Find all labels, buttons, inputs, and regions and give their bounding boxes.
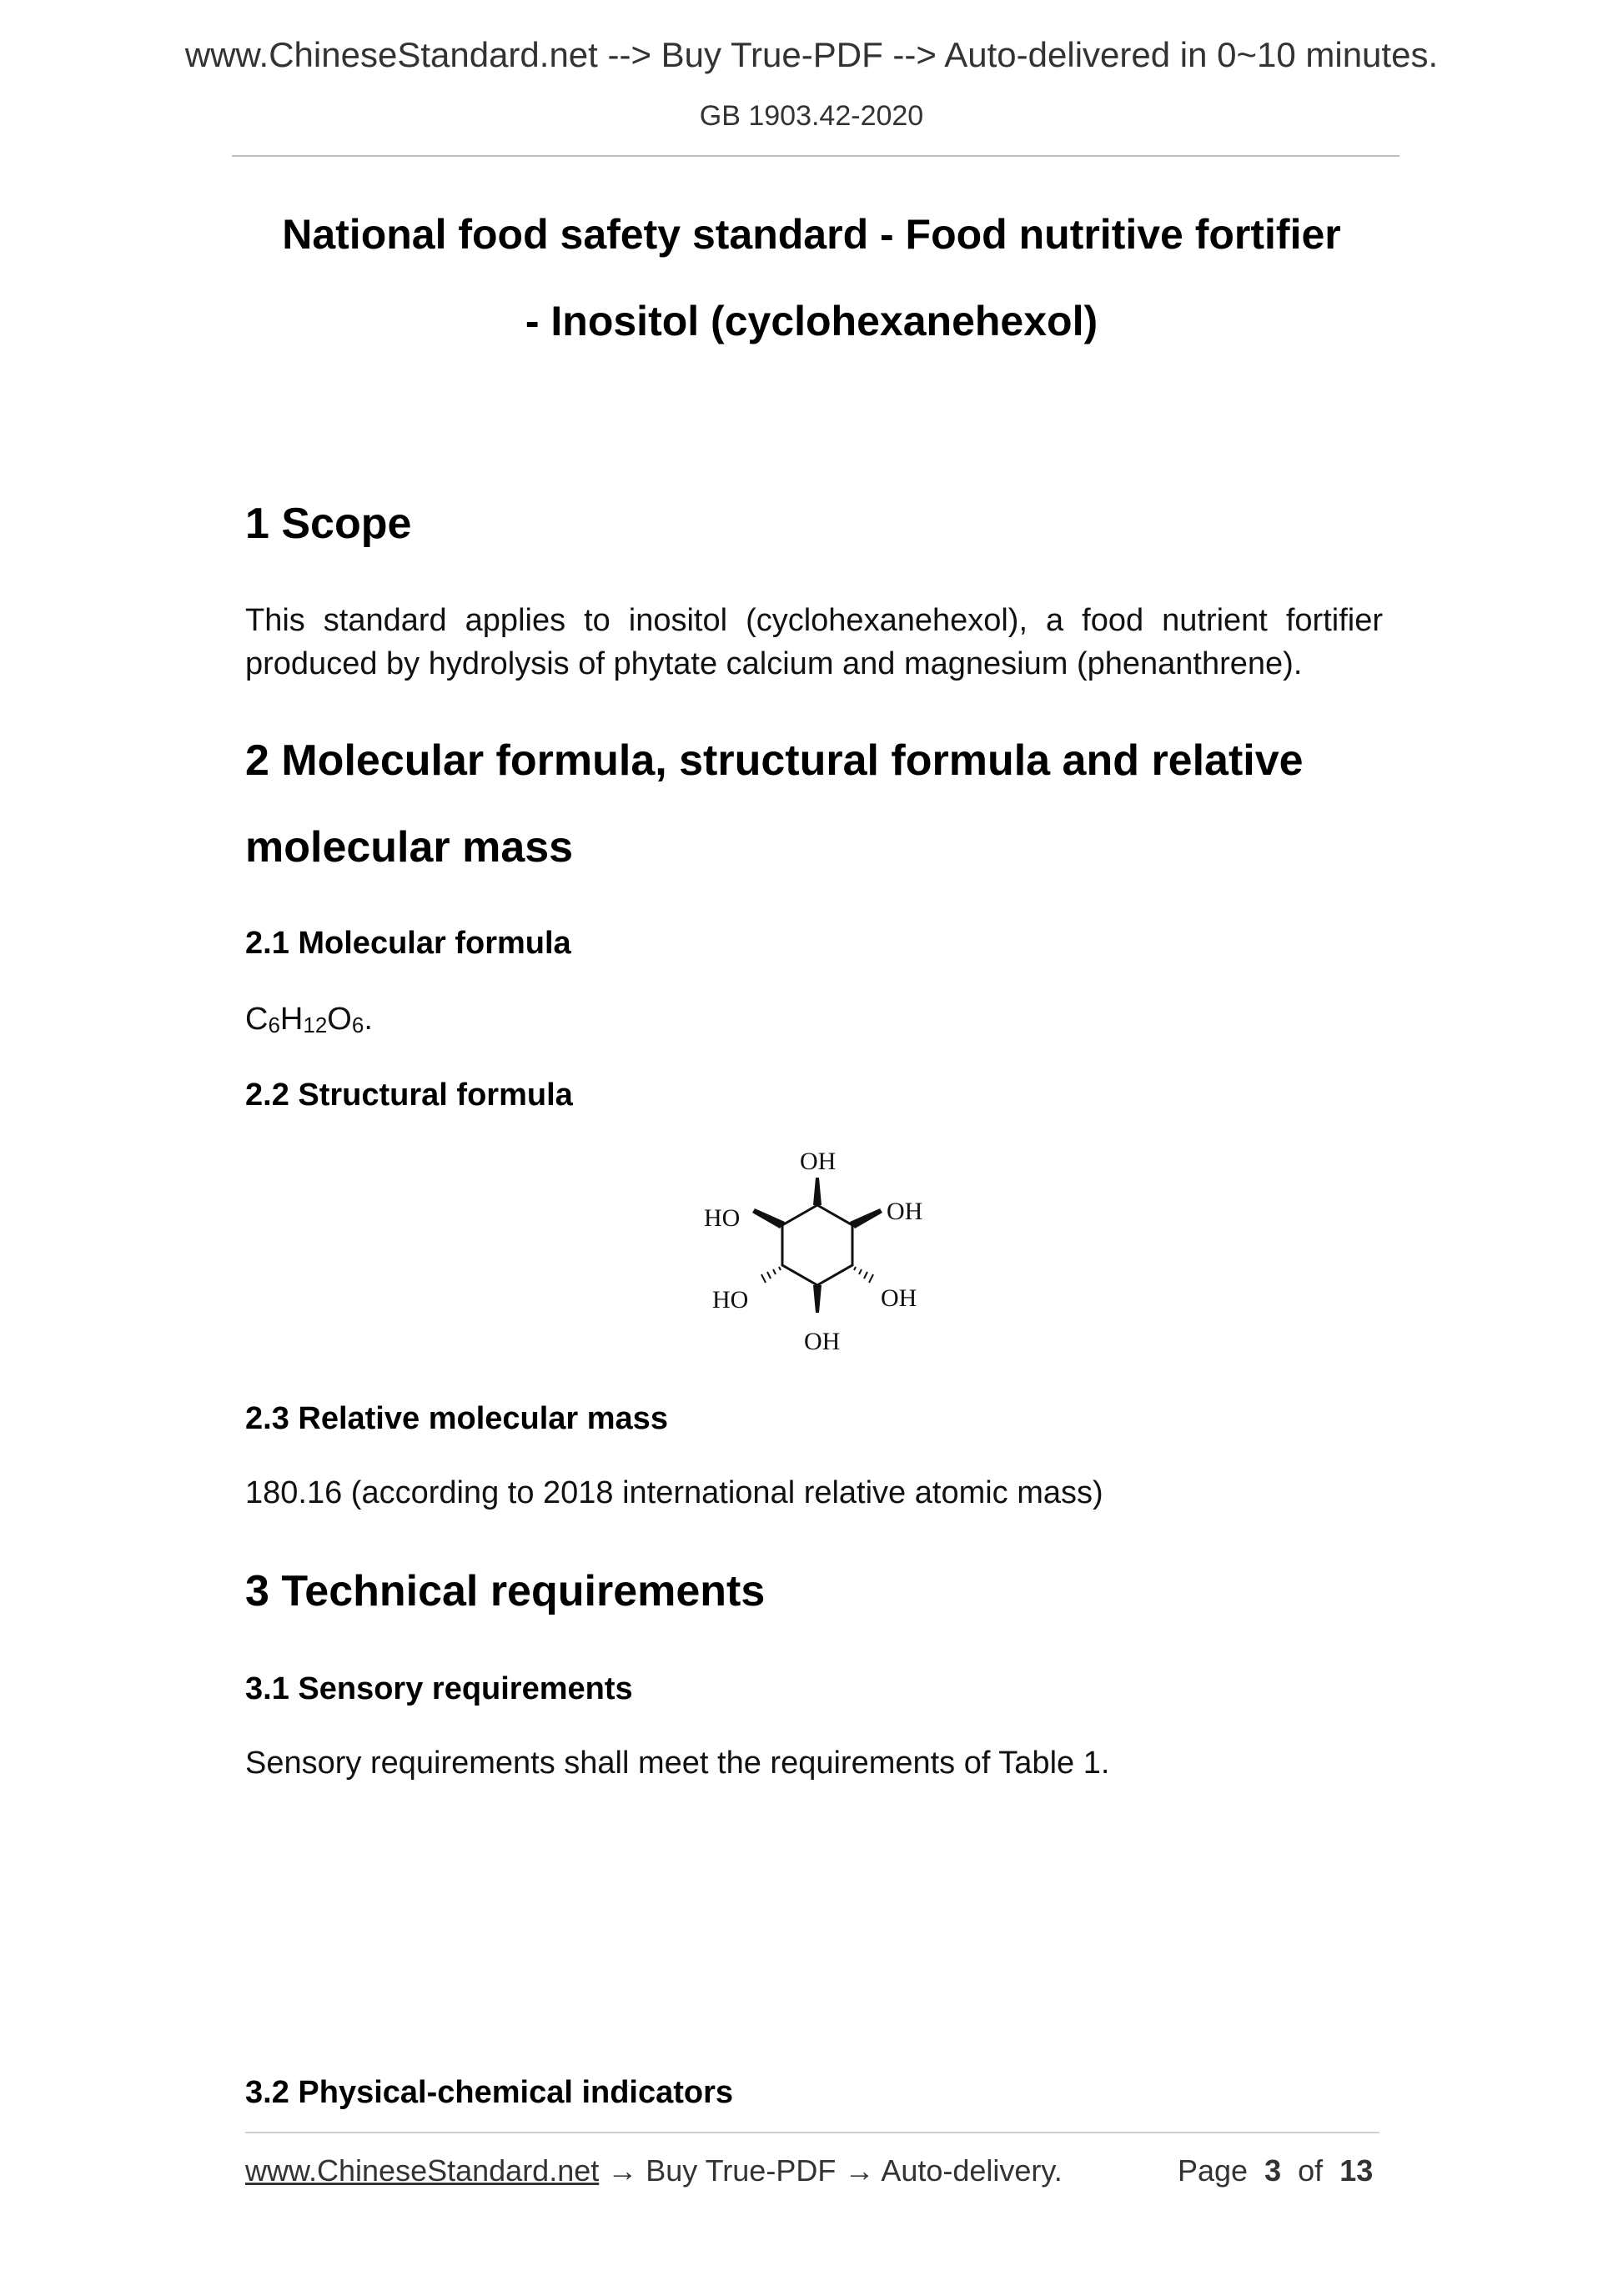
molecular-formula-heading: 2.1 Molecular formula: [245, 926, 571, 961]
current-page-number: 3: [1264, 2153, 1282, 2188]
wedge-bond-upper-right: [850, 1208, 882, 1228]
label-oh-lower-right: OH: [881, 1284, 917, 1312]
footer-divider: [245, 2132, 1379, 2133]
document-title-line2: - Inositol (cyclohexanehexol): [525, 298, 1098, 344]
structural-formula-heading: 2.2 Structural formula: [245, 1078, 573, 1113]
molecular-formula: $C_6H_{12}O_6$.: [245, 1002, 373, 1037]
wedge-bond-upper-left: [752, 1208, 785, 1228]
label-ho-lower-left: HO: [712, 1286, 749, 1314]
section-scope-heading: 1 Scope: [245, 500, 412, 548]
sensory-text: Sensory requirements shall meet the requirements of Table 1.: [245, 1746, 1110, 1781]
section-molecular-heading-line1: 2 Molecular formula, structural formula and relative: [245, 736, 1304, 785]
label-ho-upper-left: HO: [704, 1204, 741, 1232]
wedge-bond-bottom: [813, 1285, 822, 1313]
label-oh-bottom: OH: [804, 1328, 841, 1355]
footer-page-indicator: Page 3 of 13: [1178, 2153, 1374, 2188]
wedge-bond-top: [813, 1178, 822, 1205]
physchem-heading: 3.2 Physical-chemical indicators: [245, 2075, 734, 2110]
section-molecular-heading-line2: molecular mass: [245, 823, 574, 872]
standard-code: GB 1903.42-2020: [699, 100, 924, 132]
hashed-bond-lower-left: [761, 1267, 781, 1283]
total-pages-number: 13: [1339, 2153, 1374, 2188]
section-technical-heading: 3 Technical requirements: [245, 1567, 766, 1615]
scope-text-line1: This standard applies to inositol (cyclohexanehexol), a food nutrient fortifier: [245, 603, 1383, 638]
label-oh-top: OH: [800, 1148, 837, 1175]
relative-mass-text: 180.16 (according to 2018 international relative atomic mass): [245, 1475, 1103, 1510]
footer-site-link[interactable]: www.ChineseStandard.net: [245, 2153, 600, 2188]
relative-mass-heading: 2.3 Relative molecular mass: [245, 1401, 668, 1436]
hashed-bond-lower-right: [854, 1267, 873, 1283]
footer-promo: [245, 2153, 1063, 2188]
header-divider: [232, 155, 1399, 157]
scope-text-line2: produced by hydrolysis of phytate calcium and magnesium (phenanthrene).: [245, 646, 1303, 681]
inositol-structure-diagram: [692, 1143, 942, 1368]
footer-promo-text: → Buy True-PDF → Auto-delivery.: [599, 2153, 1063, 2188]
cyclohexane-ring: [782, 1205, 852, 1285]
document-title-line1: National food safety standard - Food nutritive fortifier: [282, 211, 1341, 258]
label-oh-upper-right: OH: [887, 1198, 923, 1225]
sensory-heading: 3.1 Sensory requirements: [245, 1671, 633, 1706]
top-banner: www.ChineseStandard.net --> Buy True-PDF --> Auto-delivered in 0~10 minutes.: [184, 35, 1439, 74]
